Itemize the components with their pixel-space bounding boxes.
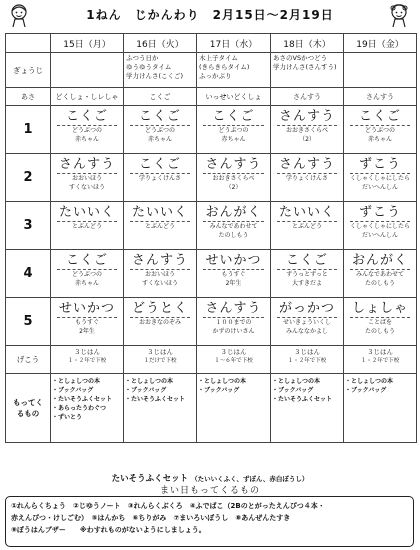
lesson-note: とぶんどう: [144, 223, 175, 230]
item: ・ブックバッグ: [272, 387, 314, 394]
day-header-row: [6, 34, 417, 53]
subject: さんすう: [278, 157, 335, 172]
subject: さんすう: [131, 253, 188, 268]
period-cell: [51, 298, 124, 346]
period-cell: [344, 250, 417, 298]
subject: がっかつ: [278, 301, 335, 316]
morning-row: [6, 88, 417, 106]
daily-items-line: ①れんらくちょう ②じゆうノート ③れんらくぶくろ ④ふでばこ（2Bのとがったえんぴつ４本・: [11, 502, 325, 510]
row-label: ぎょうじ: [6, 53, 51, 88]
daily-items-line: ⑨ぼうはんブザー ※わすれものがないようにしましょう。: [11, 526, 206, 534]
morning-cell: いっせいどくしょ: [197, 88, 271, 106]
lesson-note: １００までの: [215, 319, 252, 326]
lesson-note: たのしもう: [364, 327, 395, 335]
lesson-note: （2）: [299, 135, 315, 143]
dismissal-cell: ３じはん １・２年で下校: [344, 346, 417, 374]
events-cell: [51, 53, 124, 88]
subject: こくご: [285, 253, 328, 268]
lesson-note: たのしもう: [364, 279, 395, 287]
day-header: 19日（金）: [344, 34, 417, 53]
period-row-3: [6, 202, 417, 250]
subject: こくご: [65, 253, 108, 268]
subject: せいかつ: [205, 253, 262, 268]
event-item: あさのVSかつどう: [273, 54, 328, 62]
period-cell: [344, 298, 417, 346]
period-row-4: [6, 250, 417, 298]
period-cell: [197, 202, 271, 250]
items-cell: [271, 374, 344, 443]
lesson-note: 2年生: [79, 327, 95, 335]
day-header: 18日（木）: [271, 34, 344, 53]
subject: さんすう: [58, 157, 115, 172]
period-cell: [51, 202, 124, 250]
lesson-note: もうすぐ: [221, 271, 246, 278]
dismissal-cell: ３じはん １〜６年で下校: [197, 346, 271, 374]
period-row-5: [6, 298, 417, 346]
lesson-note: 学りょくけんさ: [138, 175, 181, 182]
subject: さんすう: [205, 157, 262, 172]
subject: こくご: [65, 109, 108, 124]
subject: たいいく: [278, 205, 335, 220]
period-cell: [271, 298, 344, 346]
event-item: ふっかぶり: [199, 72, 232, 80]
lesson-note: だいへんしん: [361, 183, 398, 191]
item: ・としょしつの本: [52, 378, 101, 385]
period-cell: [344, 106, 417, 154]
events-cell: [197, 53, 271, 88]
lesson-note: おおいほう: [71, 175, 102, 182]
subject: こくご: [358, 109, 401, 124]
morning-cell: さんすう: [271, 88, 344, 106]
period-number: 2: [6, 154, 51, 202]
page-title: 1ねん じかんわり 2月15日〜2月19日: [86, 8, 334, 22]
period-number: 3: [6, 202, 51, 250]
events-cell: [344, 53, 417, 88]
lesson-note: 赤ちゃん: [74, 135, 99, 143]
items-cell: [51, 374, 124, 443]
subject: ずこう: [358, 157, 401, 172]
item: ・としょしつの本: [125, 378, 174, 385]
lesson-note: おおきなのぞみ: [138, 319, 181, 326]
daily-items-box: [5, 496, 414, 547]
timetable: [5, 33, 417, 443]
period-cell: [271, 250, 344, 298]
lesson-note: （2）: [225, 183, 242, 191]
period-cell: [124, 106, 197, 154]
row-label: あさ: [6, 88, 51, 106]
lesson-note: どうぶつの: [71, 271, 102, 278]
event-item: ふつう日か: [126, 54, 159, 62]
event-item: ゆうゆうタイム: [126, 63, 172, 71]
item: ・ブックバッグ: [345, 387, 387, 394]
period-cell: [51, 106, 124, 154]
period-cell: [197, 106, 271, 154]
subject: ずこう: [358, 205, 401, 220]
header: [0, 0, 420, 33]
period-cell: [271, 106, 344, 154]
lesson-note: 赤ちゃん: [221, 135, 246, 143]
lesson-note: 学りょくけんさ: [285, 175, 328, 182]
subject: たいいく: [58, 205, 115, 220]
period-cell: [197, 298, 271, 346]
lesson-note: かずのけいさん: [212, 327, 255, 335]
lesson-note: ずうっとずっと: [286, 271, 328, 278]
period-row-2: [6, 154, 417, 202]
lesson-note: とぶんどう: [291, 223, 322, 230]
subject: こくご: [138, 109, 181, 124]
lesson-note: すくないほう: [68, 183, 105, 191]
day-header: 16日（火）: [124, 34, 197, 53]
lesson-note: おおきさくらべ: [212, 175, 255, 182]
period-cell: [124, 154, 197, 202]
item: ・としょしつの本: [272, 378, 321, 385]
period-cell: [197, 154, 271, 202]
event-item: 学力けんさ(さんすう): [273, 63, 337, 71]
items-cell: [124, 374, 197, 443]
subject: おんがく: [205, 205, 262, 220]
subject: こくご: [138, 157, 181, 172]
item: ・あらったうわぐつ: [52, 405, 107, 412]
lesson-note: どうぶつの: [144, 127, 175, 134]
period-cell: [271, 202, 344, 250]
events-cell: [271, 53, 344, 88]
lesson-note: くしゃくしゃにしたら: [349, 223, 410, 230]
events-cell: [124, 53, 197, 88]
lesson-note: おおいほう: [144, 271, 175, 278]
lesson-note: ことばを: [367, 319, 392, 326]
period-cell: [271, 154, 344, 202]
dismissal-cell: ３じはん １だけで下校: [124, 346, 197, 374]
morning-cell: こくご: [124, 88, 197, 106]
subject: せいかつ: [58, 301, 115, 316]
row-label: もってくるもの: [6, 374, 51, 443]
lesson-note: 大すきだよ: [291, 279, 322, 287]
lesson-note: みんなであわせて: [355, 271, 404, 278]
daily-items-line: 赤えんぴつ・けしごむ） ⑤はんかち ⑥ちりがみ ⑦まいろいぼうし ⑧あんぜんたすき: [11, 514, 291, 522]
period-row-1: [6, 106, 417, 154]
subject: さんすう: [278, 109, 335, 124]
lesson-note: どうぶつの: [218, 127, 249, 134]
lesson-note: 赤ちゃん: [74, 279, 99, 287]
item: ・ブックバッグ: [125, 387, 167, 394]
items-cell: [197, 374, 271, 443]
subject: しょしゃ: [351, 301, 408, 316]
lesson-note: もうすぐ: [74, 319, 99, 326]
period-cell: [124, 298, 197, 346]
dismissal-row: [6, 346, 417, 374]
period-cell: [197, 250, 271, 298]
lesson-note: せいきょういくし: [282, 319, 331, 326]
item: ・たいそうふくセット: [52, 396, 113, 403]
event-item: 学力けんさ(こくご): [126, 72, 184, 80]
period-number: 5: [6, 298, 51, 346]
event-item: (きらきらタイム): [199, 63, 250, 71]
morning-cell: どくしょ・しレしゃ: [51, 88, 124, 106]
child-mascot-icon: [386, 2, 412, 28]
lesson-note: みんななかよし: [285, 327, 328, 335]
items-cell: [344, 374, 417, 443]
lesson-note: みんなであわせて: [209, 223, 258, 230]
item: ・たいそうふくセット: [125, 396, 186, 403]
subject: どうとく: [131, 301, 188, 316]
period-cell: [51, 250, 124, 298]
dismissal-cell: ３じはん １・２年で下校: [51, 346, 124, 374]
lesson-note: くしゃくしゃにしたら: [349, 175, 410, 182]
item: ・ブックバッグ: [52, 387, 94, 394]
subject: おんがく: [351, 253, 408, 268]
period-cell: [124, 250, 197, 298]
lesson-note: とぶんどう: [71, 223, 102, 230]
lesson-note: たのしもう: [218, 231, 249, 239]
items-to-bring-row: [6, 374, 417, 443]
period-cell: [51, 154, 124, 202]
period-number: 1: [6, 106, 51, 154]
lesson-note: 2年生: [225, 279, 242, 287]
lesson-note: どうぶつの: [71, 127, 102, 134]
day-header: 17日（水）: [197, 34, 271, 53]
item: ・ずいとう: [52, 414, 83, 421]
lesson-note: 赤ちゃん: [367, 135, 392, 143]
daily-items-heading: まい日もってくるもの: [159, 486, 260, 496]
item: ・たいそうふくセット: [272, 396, 333, 403]
subject: こくご: [212, 109, 255, 124]
day-header: 15日（月）: [51, 34, 124, 53]
subject: さんすう: [205, 301, 262, 316]
lesson-note: 赤ちゃん: [147, 135, 172, 143]
lesson-note: おおきさくらべ: [285, 127, 328, 134]
subject: たいいく: [131, 205, 188, 220]
events-row: [6, 53, 417, 88]
item: ・としょしつの本: [198, 378, 247, 385]
period-cell: [344, 154, 417, 202]
period-cell: [124, 202, 197, 250]
lesson-note: だいへんしん: [361, 231, 398, 239]
morning-cell: さんすう: [344, 88, 417, 106]
row-label: げこう: [6, 346, 51, 374]
lesson-note: どうぶつの: [364, 127, 395, 134]
item: ・ブックバッグ: [198, 387, 240, 394]
item: ・としょしつの本: [345, 378, 394, 385]
event-item: 木上子タイム: [199, 54, 238, 62]
lesson-note: すくないほう: [141, 279, 178, 287]
footer: [0, 470, 420, 550]
corner-cell: [6, 34, 51, 53]
gym-set-note: たいそうふくセット （たいいくふく、ずぼん、赤白ぼうし）: [111, 474, 309, 484]
period-cell: [344, 202, 417, 250]
period-number: 4: [6, 250, 51, 298]
dismissal-cell: ３じはん １・２年で下校: [271, 346, 344, 374]
